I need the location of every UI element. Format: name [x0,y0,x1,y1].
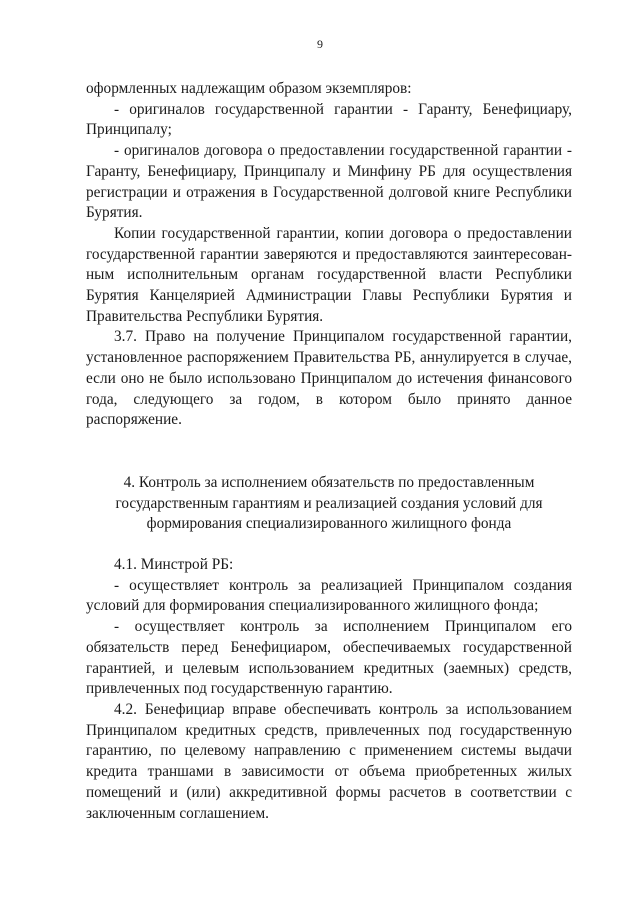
paragraph-3-7: 3.7. Право на получение Принципалом государственной гарантии, установленное распоряжением Правительства РБ, аннулируется в случае, если оно не было использовано Принципалом до истечения финансового года, следующего за годом, в котором было принято данное распоряжение. [86,328,572,429]
paragraph-4-1: 4.1. Минстрой РБ: [114,556,234,574]
list-item-control-obligations: - осуществляет контроль за исполнением Принципалом его обязательств перед Бенефициаром, обеспечиваемых государственной гарантией, и целевым использованием кредитных (заемных) средств, привлеченных под государственную гарантию. [86,618,572,698]
page-number: 9 [317,37,323,51]
list-item-contract-originals: - оригиналов договора о предоставлении государственной гарантии - Гаранту, Бенефициару, Принципалу и Минфину РБ для осуществления регистрации и отражения в Государственной долговой книге Республики Бурятия. [86,142,572,222]
paragraph-continuation: оформленных надлежащим образом экземпляров: [86,80,412,97]
heading-spacer [86,535,572,555]
document-body [86,79,572,824]
list-item-control-conditions: - осуществляет контроль за реализацией Принципалом создания условий для формирования специализированного жилищного фонда; [86,576,572,615]
list-item-guarantee-originals: - оригиналов государственной гарантии - Гаранту, Бенефициару, Принципалу; [86,100,572,139]
paragraph-4-2: 4.2. Бенефициар вправе обеспечивать контроль за использованием Принципалом кредитных средств, привлеченных под государственную гарантию, по целевому направлению с применением системы выдачи кредита траншами в зависимости от объема приобретенных жилых помещений и (или) аккредитивной формы расчетов в соответствии с заключенным соглашением. [86,700,572,822]
section-4-heading: 4. Контроль за исполнением обязательств по предоставленным государственным гарантиям и реализацией создания условий для формирования специализированного жилищного фонда [115,473,543,533]
paragraph-copies: Копии государственной гарантии, копии договора о предоставлении государственной гарантии заверяются и предоставляются заинтересован-ным исполнительным органам государственной власти Республики Бурятия Канцелярией Администрации Главы Республики Бурятия и Правительства Республики Бурятия. [86,224,572,325]
section-spacer [86,431,572,473]
